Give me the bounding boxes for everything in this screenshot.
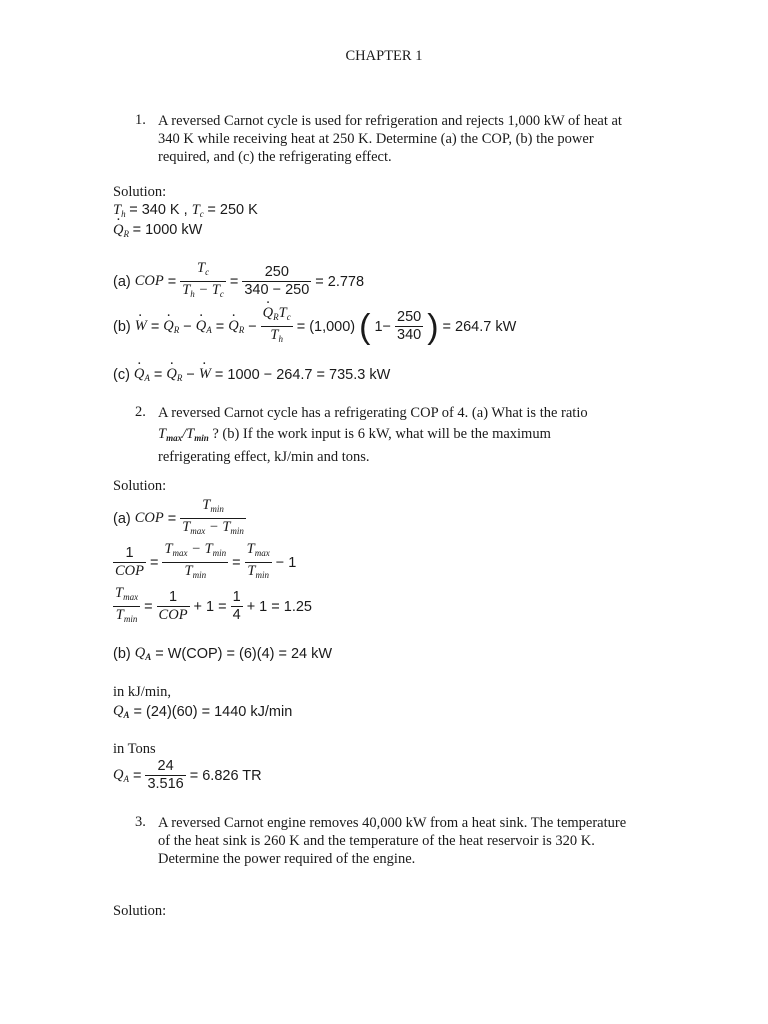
problem-3-line-2: of the heat sink is 260 K and the temperature of the heat reservoir is 320 K. xyxy=(158,833,595,849)
eq-2-kj-result: = (24)(60) = 1440 kJ/min xyxy=(133,703,293,720)
eq-2b-result: = W(COP) = (6)(4) = 24 kW xyxy=(155,645,333,662)
eq-1c-result: = 1000 − 264.7 = 735.3 kW xyxy=(214,366,391,383)
eq-2-tons: $Q_A$ = $\frac{24}{3.516}$ = 6.826 TR xyxy=(113,758,262,792)
eq-1a-numeric-frac xyxy=(242,264,311,299)
problem-3-text xyxy=(158,814,668,868)
eq-1a-result: = 2.778 xyxy=(315,273,365,290)
eq-1a-label: (a) xyxy=(113,273,131,290)
eq-2a-cop: (a) COP = $\frac{T_{min}}{T_{max} - T_{min}}$ xyxy=(113,497,246,540)
eq-2-tons-den: 3.516 xyxy=(147,776,184,792)
problem-2-number: 2. xyxy=(135,404,146,420)
eq-1b-result: = 264.7 kW xyxy=(442,318,517,335)
eq-2-kj: $Q_A$ = (24)(60) = 1440 kJ/min xyxy=(113,703,293,720)
eq-2b: (b) $Q_A$ = W(COP) = (6)(4) = 24 kW xyxy=(113,645,333,662)
eq-2a-ratio: $\frac{T_{max}}{T_{min}}$ = $\frac{1}{\text{COP}}$ + 1 = $\frac{1}{4}$ + 1 = 1.25 xyxy=(113,585,312,628)
solution-2-label: Solution: xyxy=(113,478,167,494)
given-tc-value: = 250 K xyxy=(207,202,258,218)
eq-2a-plus-one: + 1 = xyxy=(193,598,227,615)
problem-1-line-1: A reversed Carnot cycle is used for refrigeration and rejects 1,000 kW of heat at xyxy=(158,113,622,129)
kj-per-min-label: in kJ/min, xyxy=(113,684,172,700)
eq-2a-ratio-frac: $\frac{T_{max}}{T_{min}}$ xyxy=(115,585,139,624)
eq-2a-reciprocal: $\frac{1}{\text{COP}}$ = $\frac{T_{max} - T_{min}}{T_{min}}$ = $\frac{T_{max}}{T_{min}}$ − 1 xyxy=(113,541,296,584)
problem-2-text xyxy=(158,404,678,466)
eq-2a-frac-3: $\frac{T_{max}}{T_{min}}$ xyxy=(246,541,270,580)
eq-2a-ratio-result: + 1 = 1.25 xyxy=(246,598,312,615)
problem-3-number: 3. xyxy=(135,814,146,830)
eq-2-tons-result: = 6.826 TR xyxy=(189,767,262,784)
solution-1-label: Solution: xyxy=(113,184,167,200)
chapter-heading: CHAPTER 1 xyxy=(345,48,423,64)
eq-1b-den: 340 xyxy=(397,327,422,343)
eq-2a-minus-one: − 1 xyxy=(275,554,297,571)
eq-1a-symbolic-frac: $\frac{T_c}{T_h - T_c}$ xyxy=(182,260,224,299)
eq-1b-symbolic-frac: · $\frac{Q_RT_c}{T_h}$ xyxy=(261,305,293,348)
eq-1b-label: (b) xyxy=(113,318,131,335)
eq-2a-one-over-cop: $\frac{1}{\text{COP}}$ xyxy=(115,545,144,579)
eq-2a-frac-2: $\frac{T_{max} - T_{min}}{T_{min}}$ xyxy=(164,541,227,580)
problem-3-line-1: A reversed Carnot engine removes 40,000 kW from a heat sink. The temperature xyxy=(158,815,627,831)
tons-label: in Tons xyxy=(113,741,156,757)
given-heat-rejected: · $Q_R = 1000$ kW xyxy=(113,222,202,239)
eq-1b-numeric-frac xyxy=(395,309,423,344)
problem-1-text xyxy=(158,112,658,166)
eq-2a-label: (a) xyxy=(113,510,131,527)
eq-1a: (a) COP = $\frac{T_c}{T_h - T_c}$ = $\frac{250}{340 - 250}$ = 2.778 xyxy=(113,260,364,303)
given-temperatures: $T_h = 340$ K , $T_c = 250$ K xyxy=(113,202,258,219)
problem-2-line-2: ? (b) If the work input is 6 kW, what will be the maximum xyxy=(212,426,551,442)
eq-2a-one-quarter: $\frac{1}{4}$ xyxy=(232,589,241,623)
solution-3-label: Solution: xyxy=(113,903,167,919)
eq-1a-num: 250 xyxy=(242,264,311,282)
eq-2b-label: (b) xyxy=(113,645,131,662)
eq-1c-label: (c) xyxy=(113,366,130,383)
eq-1b-num: 250 xyxy=(397,309,422,325)
given-qr-value: = 1000 kW xyxy=(132,222,203,238)
problem-3-line-3: Determine the power required of the engine. xyxy=(158,851,416,867)
problem-1-number: 1. xyxy=(135,112,146,128)
eq-1b-one-thousand: (1,000) xyxy=(309,318,356,335)
eq-2-tons-num: 24 xyxy=(145,758,185,776)
eq-2-tons-frac xyxy=(145,758,185,793)
problem-1-line-3: required, and (c) the refrigerating effect. xyxy=(158,149,392,165)
eq-2a-ratio-one-over-cop: $\frac{1}{\text{COP}}$ xyxy=(158,589,188,623)
given-th-value: = 340 K , xyxy=(129,202,192,218)
problem-2-line-2-wrap: $T_{max}/T_{min}$ ? (b) If the work input is 6 kW, what will be the maximum xyxy=(158,426,551,443)
eq-1a-den: 340 − 250 xyxy=(244,282,310,298)
problem-1-line-2: 340 K while receiving heat at 250 K. Determine (a) the COP, (b) the power xyxy=(158,131,594,147)
eq-2a-frac: $\frac{T_{min}}{T_{max} - T_{min}}$ xyxy=(182,497,244,536)
eq-1c: (c) · $Q_A$ = · $Q_R$ − · W = 1000 − 264.7 = 735.3 kW xyxy=(113,366,390,383)
problem-2-line-1: A reversed Carnot cycle has a refrigerating COP of 4. (a) What is the ratio xyxy=(158,405,588,421)
problem-2-line-3: refrigerating effect, kJ/min and tons. xyxy=(158,449,370,465)
eq-1b: (b) · W = · $Q_R$ − · $Q_A$ = · $Q_R$ − · $\frac{Q_RT_c}{T_h}$ = (1,000) ( 1− $\frac{250}{340}$ ) = 264.7 kW xyxy=(113,305,516,348)
